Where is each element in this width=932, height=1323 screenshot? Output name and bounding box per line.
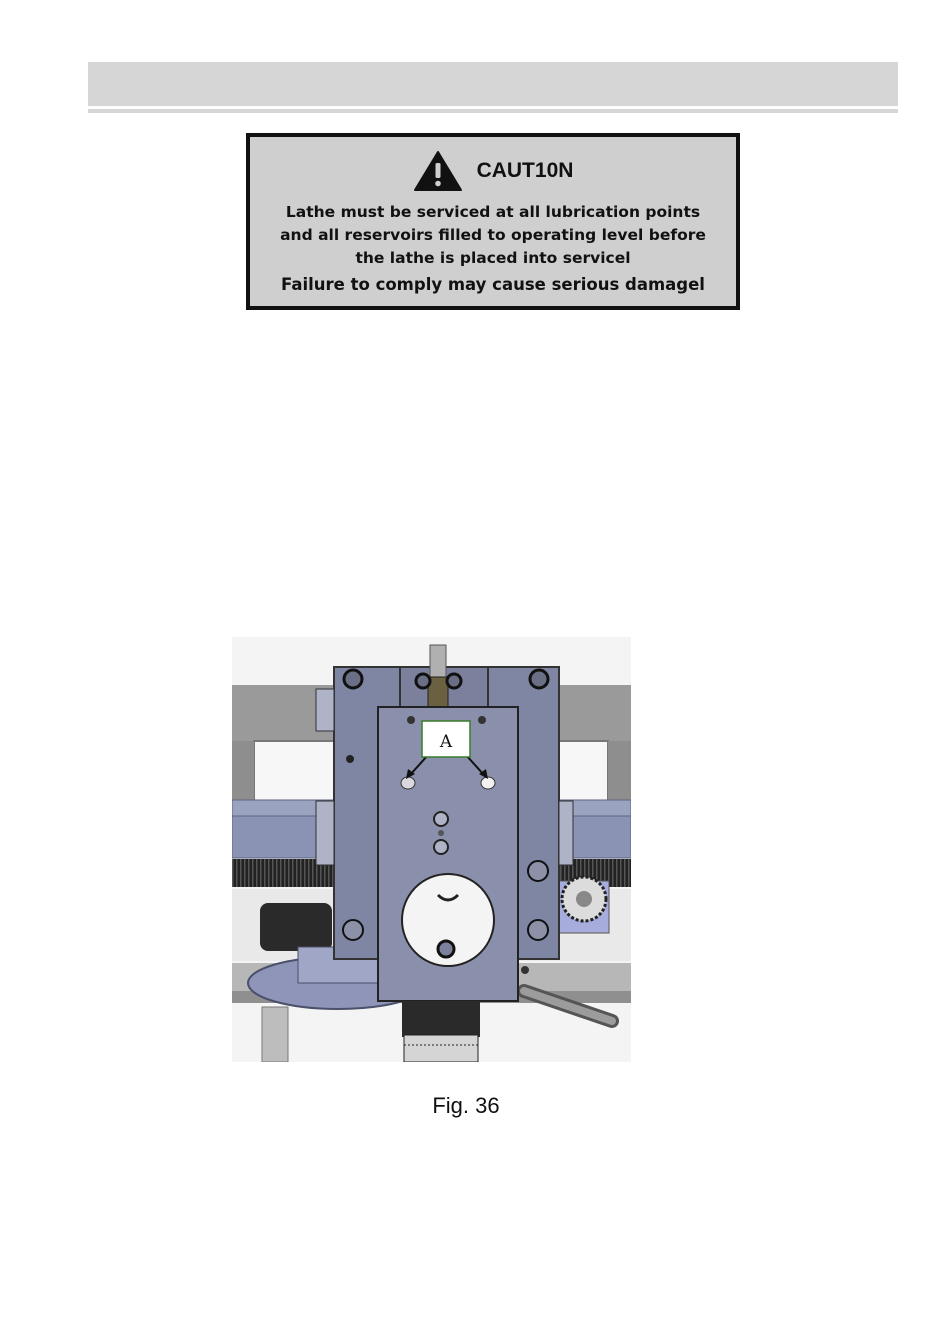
caution-line-4: Failure to comply may cause serious damagel bbox=[281, 275, 705, 294]
warning-triangle-icon bbox=[413, 150, 463, 192]
caution-line-1: Lathe must be serviced at all lubrication points bbox=[285, 203, 701, 221]
header-rule bbox=[88, 109, 898, 113]
caution-title: CAUT10N bbox=[476, 159, 574, 182]
caution-line-2: and all reservoirs filled to operating level before bbox=[280, 226, 706, 244]
header-bar bbox=[88, 62, 898, 106]
caution-header bbox=[250, 149, 736, 193]
caution-label bbox=[246, 133, 740, 310]
lathe-carriage-drawing bbox=[232, 637, 631, 1062]
figure-caption: Fig. 36 bbox=[432, 1093, 500, 1118]
caution-text bbox=[250, 201, 736, 296]
figure-label-a: A bbox=[439, 732, 453, 752]
lathe-carriage-figure bbox=[232, 637, 631, 1062]
caution-line-3: the lathe is placed into servicel bbox=[355, 249, 631, 267]
